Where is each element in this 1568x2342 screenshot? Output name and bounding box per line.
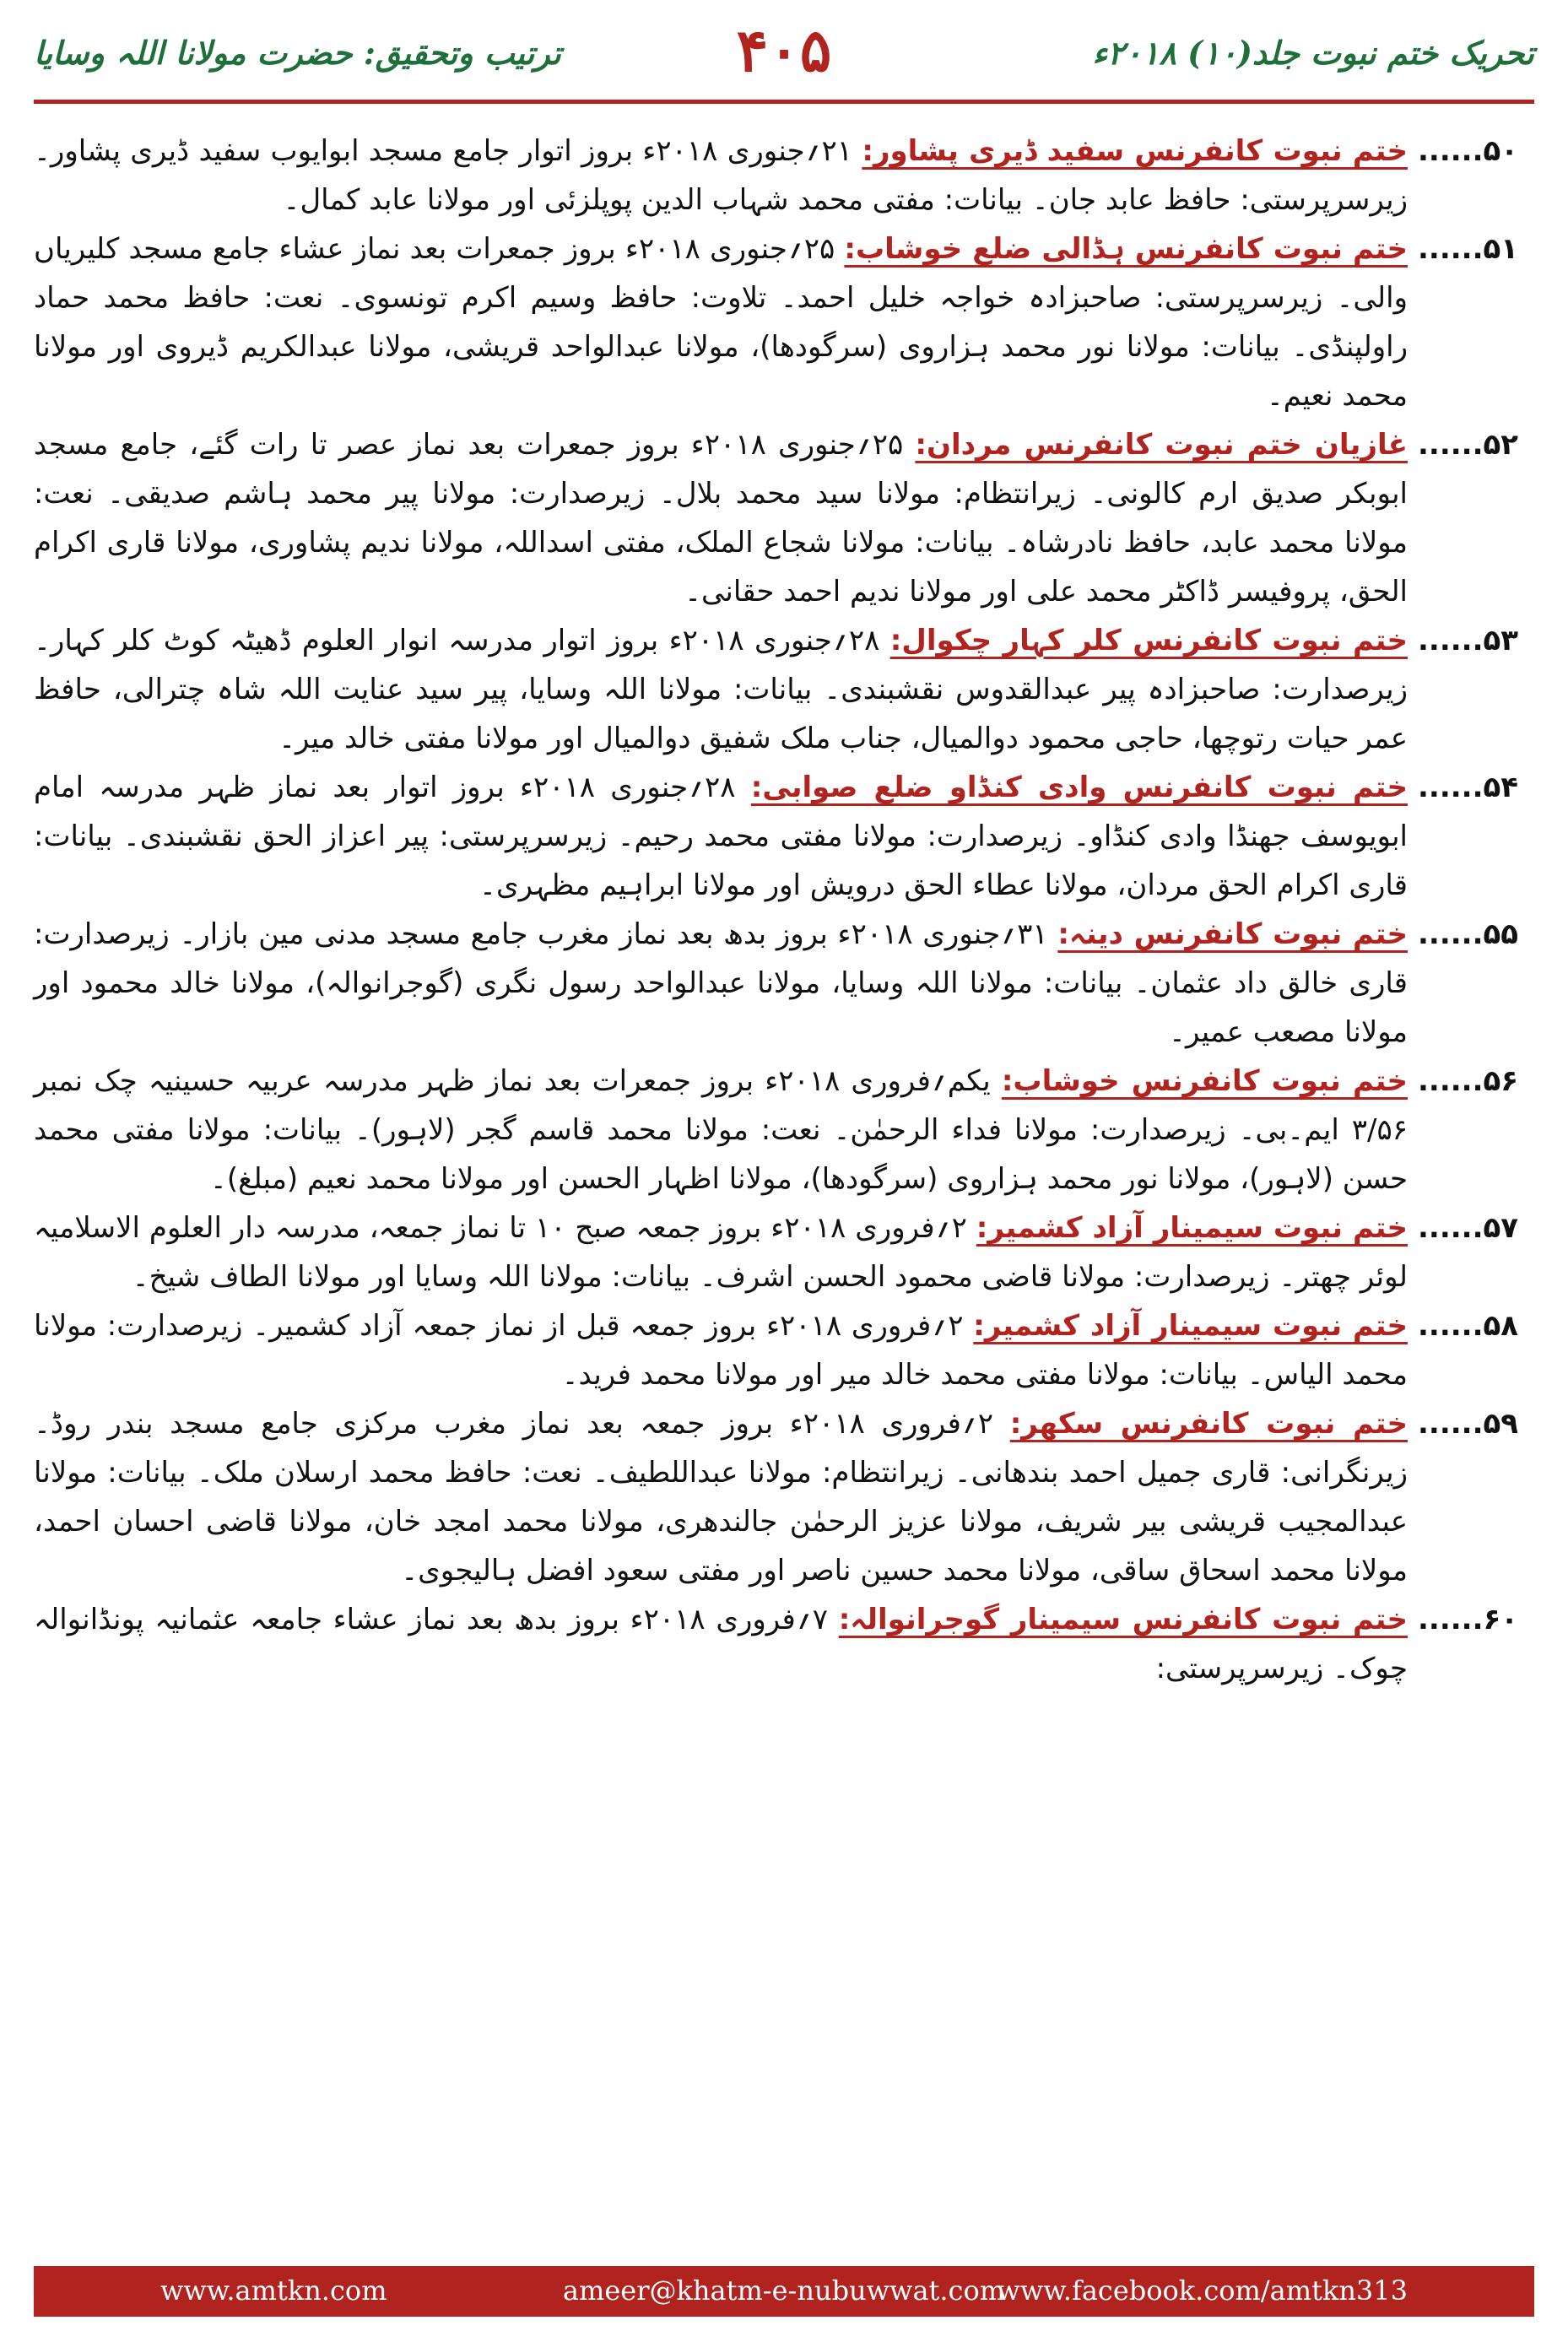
entry-text: ۲؍فروری ۲۰۱۸ء بروز جمعہ صبح ۱۰ تا نماز جمعہ، مدرسہ دار العلوم الاسلامیہ لوئر چھتر۔ زیرصدارت: مولانا قاضی محمود الحسن اشرف۔ بیانات: مولانا اللہ وسایا اور مولانا الطاف شیخ۔ [34, 1211, 1408, 1294]
email-link[interactable]: ameer@khatm-e-nubuwwat.com [562, 2274, 1006, 2307]
entry-title: ختم نبوت کانفرنس وادی کنڈاو ضلع صوابی: [750, 771, 1408, 804]
entry-title: ختم نبوت کانفرنس سیمینار گوجرانوالہ: [838, 1603, 1408, 1636]
entry-number: ۵۲...... [1418, 428, 1519, 462]
entry-text: ۲۱؍جنوری ۲۰۱۸ء بروز اتوار جامع مسجد ابوایوب سفید ڈیری پشاور۔ زیرسرپرستی: حافظ عابد جان۔ بیانات: مفتی محمد شہاب الدین پوپلزئی اور مولانا عابد کمال۔ [34, 134, 1408, 217]
entry-title: ختم نبوت کانفرنس دینہ: [1057, 917, 1408, 951]
entry-text: ۲۵؍جنوری ۲۰۱۸ء بروز جمعرات بعد نماز عصر تا رات گئے، جامع مسجد ابوبکر صدیق ارم کالونی۔ زیرانتظام: مولانا سید محمد بلال۔ زیرصدارت: مولانا پیر محمد ہاشم صدیقی۔ نعت: مولانا محمد عابد، حافظ نادرشاہ۔ بیانات: مولانا شجاع الملک، مفتی اسداللہ، مولانا ندیم پشاوری، مولانا قاری اکرام الحق، پروفیسر ڈاکٹر محمد علی اور مولانا ندیم احمد حقانی۔ [34, 428, 1408, 608]
entry-text: ۷؍فروری ۲۰۱۸ء بروز بدھ بعد نماز عشاء جامعہ عثمانیہ پونڈانوالہ چوک۔ زیرسرپرستی: [34, 1603, 1408, 1685]
entry-number: ۵۰...... [1418, 134, 1519, 168]
list-item [34, 1399, 1534, 1595]
entry-number: ۵۶...... [1418, 1064, 1519, 1098]
entry-text: ۲؍فروری ۲۰۱۸ء بروز جمعہ قبل از نماز جمعہ آزاد کشمیر۔ زیرصدارت: مولانا محمد الیاس۔ بیانات: مولانا مفتی محمد خالد میر اور مولانا محمد فرید۔ [34, 1309, 1408, 1392]
list-item [34, 127, 1534, 224]
facebook-link[interactable]: www.facebook.com/amtkn313 [997, 2274, 1408, 2307]
list-item [34, 910, 1534, 1057]
list-item [34, 1595, 1534, 1693]
entry-text: ۲۵؍جنوری ۲۰۱۸ء بروز جمعرات بعد نماز عشاء جامع مسجد کلیریاں والی۔ زیرسرپرستی: صاحبزادہ خواجہ خلیل احمد۔ تلاوت: حافظ وسیم اکرم تونسوی۔ نعت: حافظ محمد حماد راولپنڈی۔ بیانات: مولانا نور محمد ہزاروی (سرگودھا)، مولانا عبدالواحد قریشی، مولانا عبدالکریم ڈیروی اور مولانا محمد نعیم۔ [34, 232, 1408, 413]
list-item [34, 1203, 1534, 1301]
entry-number: ۵۴...... [1418, 771, 1519, 804]
list-item [34, 763, 1534, 910]
entry-title: ختم نبوت کانفرنس سکھر: [1009, 1407, 1408, 1441]
list-item [34, 1301, 1534, 1399]
page-number: ۴۰۵ [736, 15, 832, 85]
entry-title: ختم نبوت کانفرنس سفید ڈیری پشاور: [862, 134, 1408, 168]
website-link[interactable]: www.amtkn.com [160, 2274, 387, 2307]
document-body [34, 127, 1534, 2245]
entry-number: ۵۸...... [1418, 1309, 1519, 1343]
entry-text: یکم؍فروری ۲۰۱۸ء بروز جمعرات بعد نماز ظہر مدرسہ عربیہ حسینیہ چک نمبر ۳/۵۶ ایم۔بی۔ زیرصدارت: مولانا فداء الرحمٰن۔ نعت: مولانا محمد قاسم گجر (لاہور)۔ بیانات: مولانا مفتی محمد حسن (لاہور)، مولانا نور محمد ہزاروی (سرگودھا)، مولانا اظہار الحسن اور مولانا محمد نعیم (مبلغ)۔ [34, 1064, 1408, 1196]
entry-title: ختم نبوت کانفرنس ہڈالی ضلع خوشاب: [844, 232, 1408, 266]
entry-number: ۵۵...... [1418, 917, 1519, 951]
entry-title: ختم نبوت سیمینار آزاد کشمیر: [976, 1211, 1408, 1245]
entry-number: ۵۷...... [1418, 1211, 1519, 1245]
list-item [34, 420, 1534, 616]
header-divider [34, 100, 1534, 104]
entry-text: ۳۱؍جنوری ۲۰۱۸ء بروز بدھ بعد نماز مغرب جامع مسجد مدنی مین بازار۔ زیرصدارت: قاری خالق داد عثمان۔ بیانات: مولانا اللہ وسایا، مولانا عبدالواحد رسول نگری (گوجرانوالہ)، مولانا خالد محمود اور مولانا مصعب عمیر۔ [34, 917, 1408, 1049]
list-item [34, 1057, 1534, 1203]
entry-text: ۲۸؍جنوری ۲۰۱۸ء بروز اتوار مدرسہ انوار العلوم ڈھیٹہ کوٹ کلر کہار۔ زیرصدارت: صاحبزادہ پیر عبدالقدوس نقشبندی۔ بیانات: مولانا اللہ وسایا، پیر سید عنایت اللہ شاہ چترالی، حافظ عمر حیات رتوچھا، حاجی محمود دوالمیال، جناب ملک شفیق دوالمیال اور مولانا مفتی خالد میر۔ [34, 624, 1408, 755]
book-title: تحریک ختم نبوت جلد(۱۰) ۲۰۱۸ء [1092, 34, 1534, 72]
list-item [34, 616, 1534, 763]
entry-title: ختم نبوت کانفرنس خوشاب: [1001, 1064, 1408, 1098]
entry-number: ۵۱...... [1418, 232, 1519, 266]
page-header [34, 15, 1534, 108]
entry-title: ختم نبوت کانفرنس کلر کہار چکوال: [889, 624, 1408, 657]
entry-number: ۵۹...... [1418, 1407, 1519, 1441]
page-footer [34, 2266, 1534, 2317]
entry-number: ۵۳...... [1418, 624, 1519, 657]
list-item [34, 224, 1534, 420]
entry-title: غازیان ختم نبوت کانفرنس مردان: [915, 428, 1408, 462]
compiler-credit: ترتیب وتحقیق: حضرت مولانا اللہ وسایا [34, 34, 561, 72]
entry-title: ختم نبوت سیمینار آزاد کشمیر: [973, 1309, 1408, 1343]
entry-number: ۶۰...... [1418, 1603, 1519, 1636]
entry-text: ۲؍فروری ۲۰۱۸ء بروز جمعہ بعد نماز مغرب مرکزی جامع مسجد بندر روڈ۔ زیرنگرانی: قاری جمیل احمد بندھانی۔ زیرانتظام: مولانا عبداللطیف۔ نعت: حافظ محمد ارسلان ملک۔ بیانات: مولانا عبدالمجیب قریشی بیر شریف، مولانا عزیز الرحمٰن جالندھری، مولانا محمد امجد خان، مولانا قاضی احسان احمد، مولانا محمد اسحاق ساقی، مولانا محمد حسین ناصر اور مفتی سعود افضل ہالیجوی۔ [34, 1407, 1408, 1587]
entry-text: ۲۸؍جنوری ۲۰۱۸ء بروز اتوار بعد نماز ظہر مدرسہ امام ابویوسف جھنڈا وادی کنڈاو۔ زیرصدارت: مولانا مفتی محمد رحیم۔ زیرسرپرستی: پیر اعزاز الحق نقشبندی۔ بیانات: قاری اکرام الحق مردان، مولانا عطاء الحق درویش اور مولانا ابراہیم مظہری۔ [34, 771, 1408, 902]
